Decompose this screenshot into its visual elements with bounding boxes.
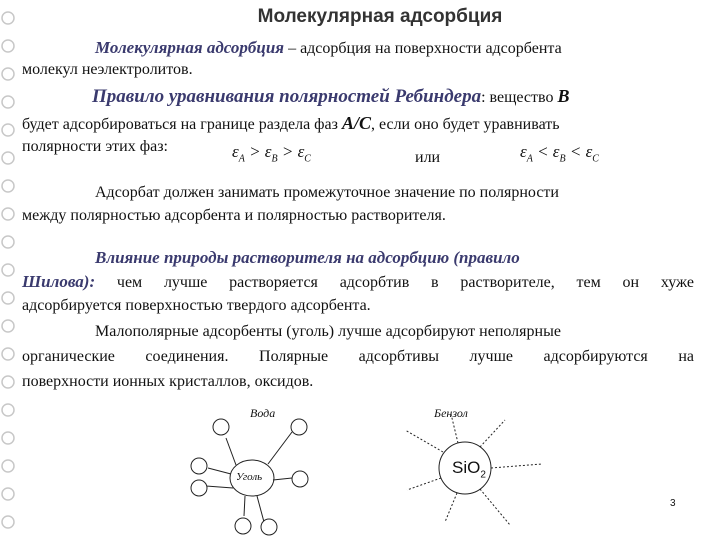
rule-line-1 — [92, 86, 569, 108]
term-shilov-rule-end: Шилова): — [22, 272, 96, 291]
shilov-line-2 — [22, 272, 694, 293]
polarity-formula-2: $\varepsilon_A < \varepsilon_B < \varepsilon_C$ — [520, 142, 599, 165]
page-number: 3 — [670, 498, 676, 509]
phase-boundary: A/C — [341, 113, 371, 133]
rule-line-2-text-a: будет адсорбироваться на границе раздела фаз — [22, 116, 342, 133]
shilov-text: чем лучше растворяется адсорбтив в растворителе, тем он хуже — [95, 274, 694, 291]
or-text: или — [415, 149, 441, 166]
shilov-line-1 — [95, 248, 520, 269]
benzene-label: Бензол — [434, 406, 468, 420]
adsorbate-line-1: Адсорбат должен занимать промежуточное значение по полярности — [95, 184, 559, 201]
water-molecule — [213, 419, 229, 435]
definition-line-1 — [95, 38, 562, 59]
water-molecule — [292, 471, 308, 487]
definition-text: – адсорбция на поверхности адсорбента — [284, 40, 562, 57]
rule-line-2-text-b: , если оно будет уравнивать — [370, 116, 560, 133]
binder-rings — [0, 0, 24, 540]
silica-label: SiO$_2$ — [452, 458, 486, 481]
charcoal-label: Уголь — [236, 471, 263, 483]
rule-line-3: полярности этих фаз: — [22, 138, 168, 155]
term-shilov-rule: Влияние природы растворителя на адсорбцию (правило — [95, 248, 520, 267]
adsorbents-line-1: Малополярные адсорбенты (уголь) лучше адсорбируют неполярные — [95, 323, 561, 340]
water-molecule — [191, 458, 207, 474]
water-molecule — [291, 419, 307, 435]
water-molecule — [235, 518, 251, 534]
rule-line-2 — [22, 113, 560, 135]
rule-text: : вещество — [481, 89, 558, 106]
adsorbate-line-2: между полярностью адсорбента и полярностью растворителя. — [22, 207, 446, 224]
slide-title: Молекулярная адсорбция — [257, 6, 503, 27]
term-molecular-adsorption: Молекулярная адсорбция — [95, 38, 285, 57]
adsorbents-line-3: поверхности ионных кристаллов, оксидов. — [22, 373, 314, 390]
water-molecule — [191, 480, 207, 496]
definition-line-2: молекул неэлектролитов. — [22, 61, 193, 78]
charcoal-water-diagram — [190, 400, 330, 540]
substance-b: B — [557, 86, 570, 106]
polarity-formula-1: $\varepsilon_A > \varepsilon_B > \varepsilon_C$ — [232, 142, 311, 165]
water-label: Вода — [250, 406, 276, 420]
term-rebinder-rule: Правило уравнивания полярностей Ребиндера — [92, 86, 482, 107]
adsorbents-line-2: органические соединения. Полярные адсорбтивы лучше адсорбируются на — [22, 348, 694, 365]
water-molecule — [261, 519, 277, 535]
shilov-line-3: адсорбируется поверхностью твердого адсорбента. — [22, 297, 371, 314]
